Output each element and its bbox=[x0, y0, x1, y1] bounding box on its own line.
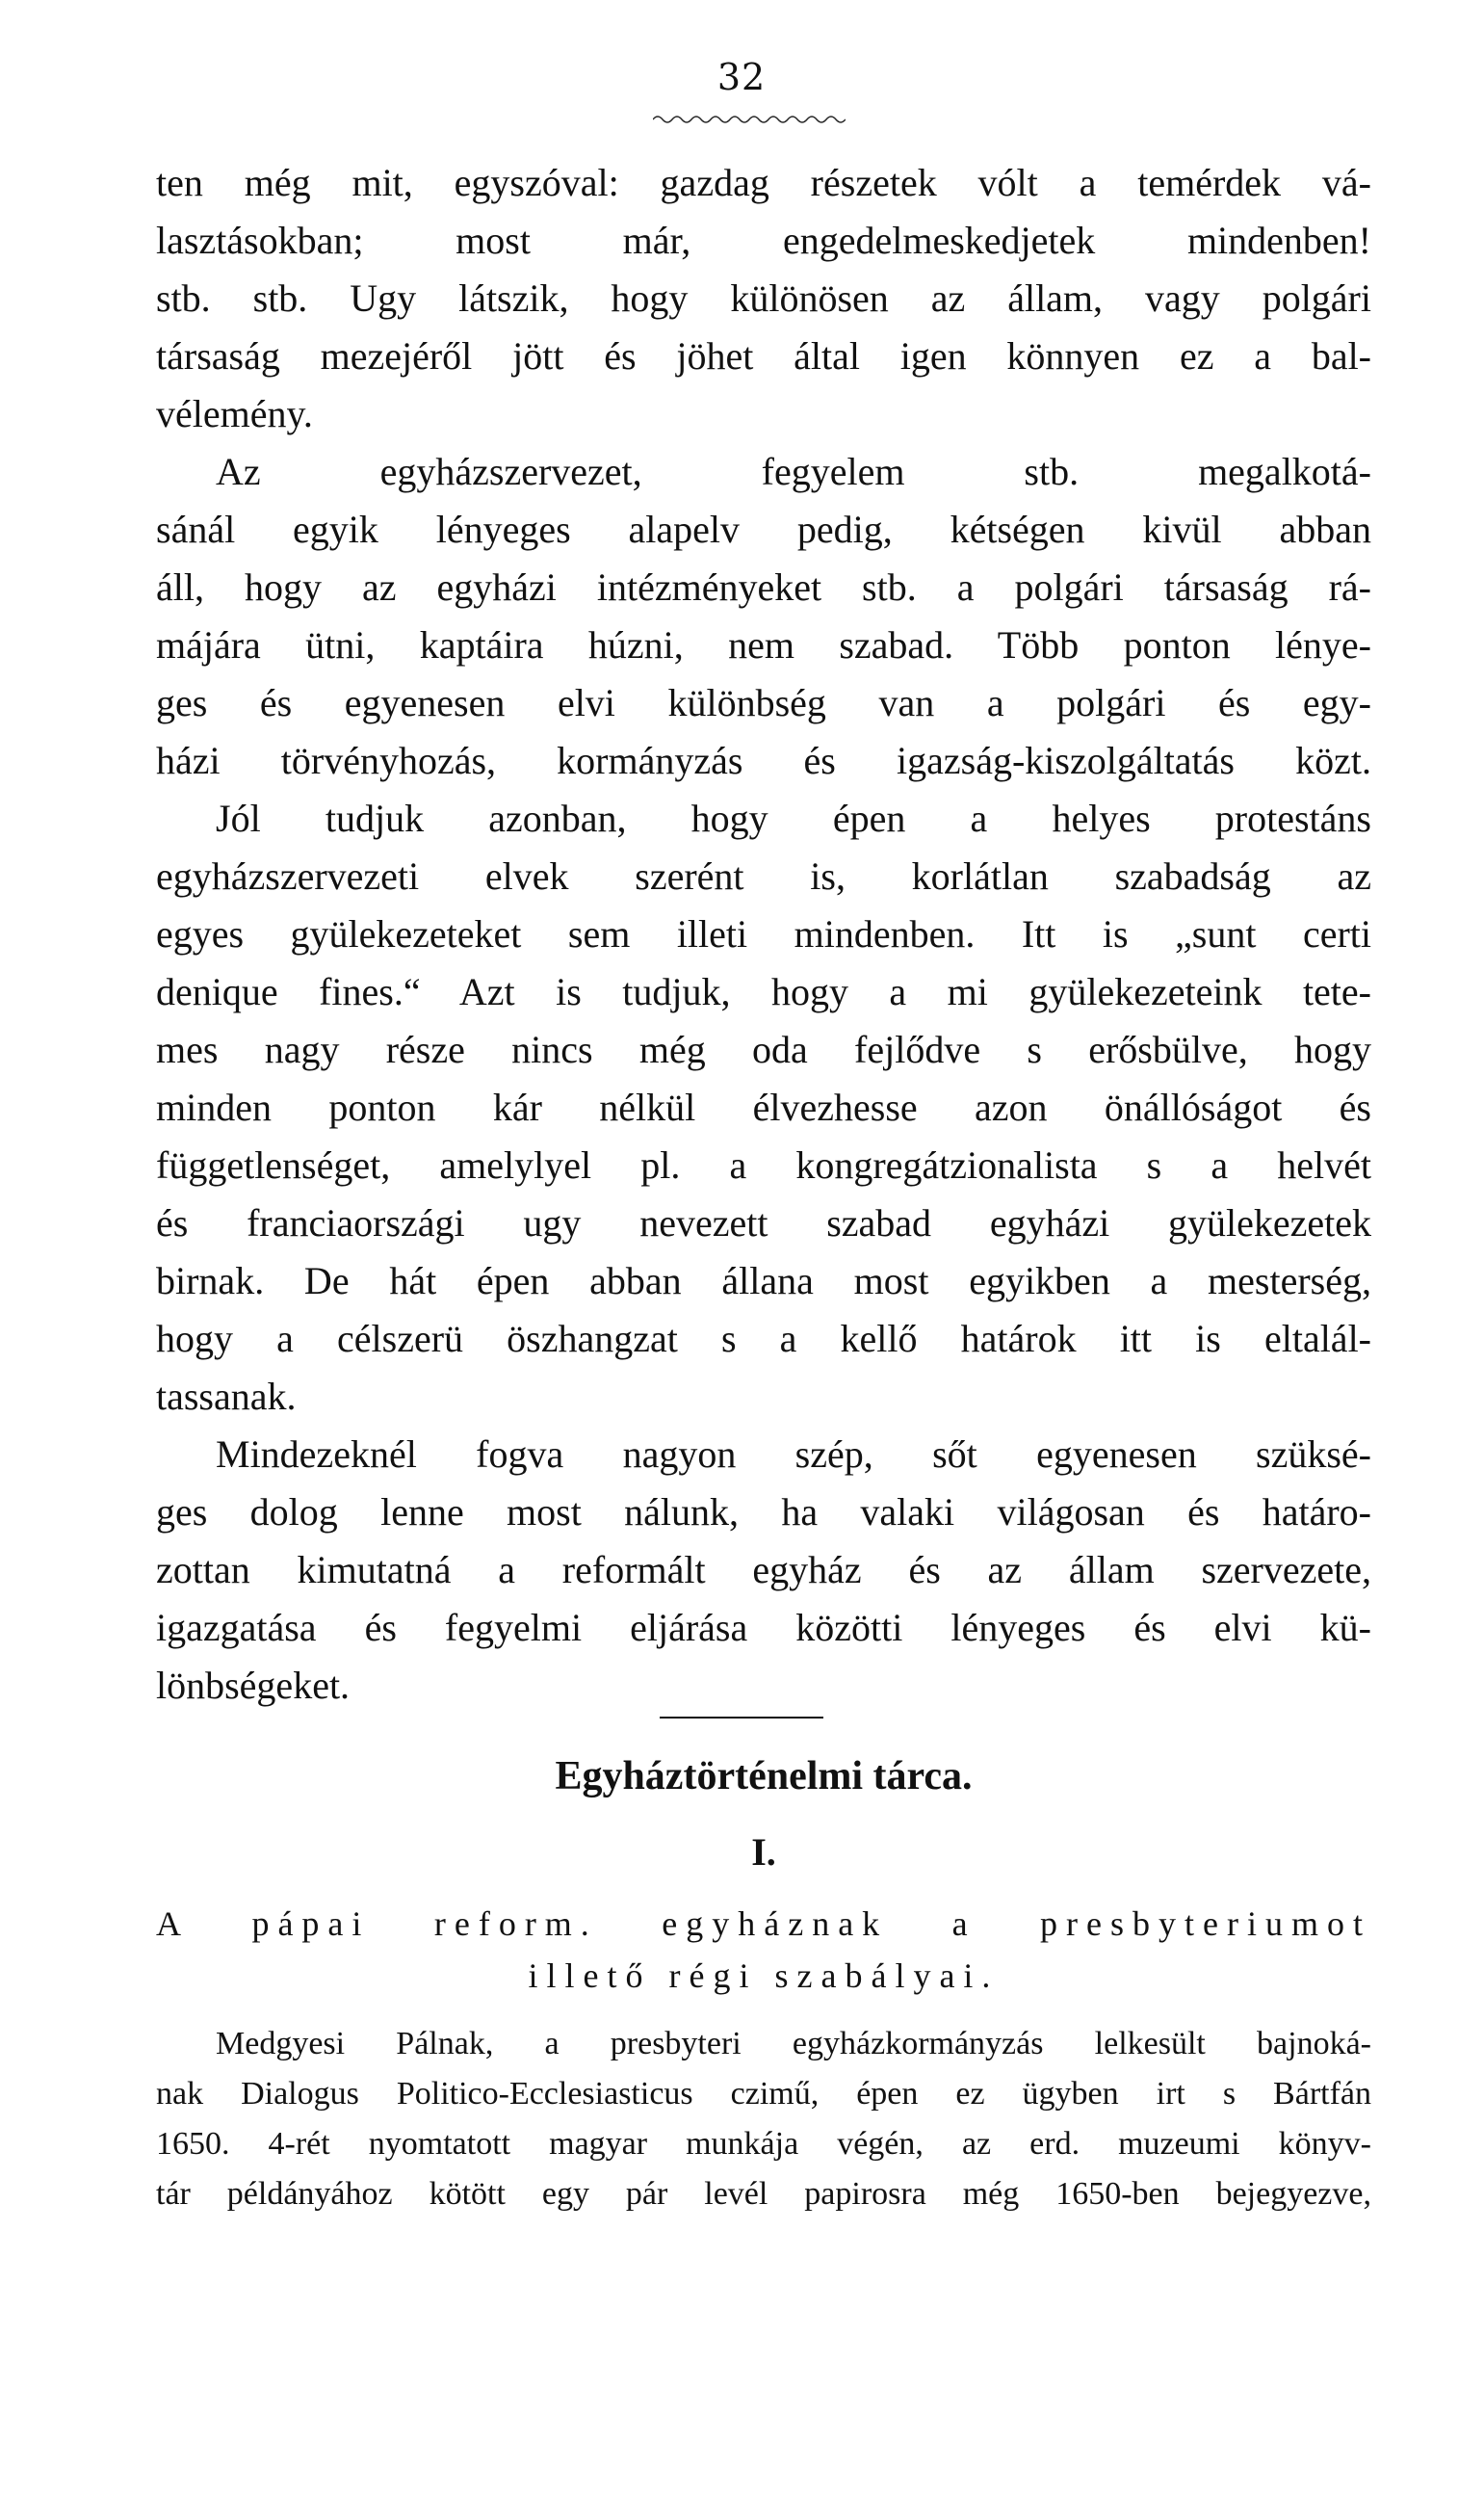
text-line: lasztásokban; most már, engedelmeskedjetek mindenben! bbox=[156, 219, 1371, 262]
text-line: házi törvényhozás, kormányzás és igazság-kiszolgáltatás közt. bbox=[156, 739, 1371, 782]
page-number-wave-ornament bbox=[653, 114, 846, 125]
small-text-line: tár példányához kötött egy pár levél papirosra még 1650-ben bejegyezve, bbox=[156, 2176, 1371, 2212]
text-line: ten még mit, egyszóval: gazdag részetek vólt a temérdek vá- bbox=[156, 161, 1371, 204]
text-line: ges dolog lenne most nálunk, ha valaki világosan és határo- bbox=[156, 1490, 1371, 1534]
text-line: májára ütni, kaptáira húzni, nem szabad. Több ponton lénye- bbox=[156, 623, 1371, 667]
text-line: Jól tudjuk azonban, hogy épen a helyes protestáns bbox=[216, 797, 1371, 840]
text-line: ges és egyenesen elvi különbség van a polgári és egy- bbox=[156, 681, 1371, 724]
text-line: áll, hogy az egyházi intézményeket stb. a polgári társaság rá- bbox=[156, 565, 1371, 609]
text-line: Mindezeknél fogva nagyon szép, sőt egyenesen szüksé- bbox=[216, 1432, 1371, 1476]
text-line: vélemény. bbox=[156, 392, 313, 435]
subtitle-line: A pápai reform. egyháznak a presbyteriumot bbox=[156, 1904, 1371, 1943]
text-line: társaság mezejéről jött és jöhet által igen könnyen ez a bal- bbox=[156, 334, 1371, 378]
text-line: zottan kimutatná a reformált egyház és az állam szervezete, bbox=[156, 1548, 1371, 1591]
body-text bbox=[156, 154, 1371, 1715]
text-line: és franciaországi ugy nevezett szabad egyházi gyülekezetek bbox=[156, 1201, 1371, 1245]
text-line: Az egyházszervezet, fegyelem stb. megalkotá- bbox=[216, 450, 1371, 493]
text-line: egyes gyülekezeteket sem illeti mindenben. Itt is „sunt certi bbox=[156, 912, 1371, 956]
text-line: egyházszervezeti elvek szerént is, korlátlan szabadság az bbox=[156, 854, 1371, 898]
text-line: stb. stb. Ugy látszik, hogy különösen az állam, vagy polgári bbox=[156, 276, 1371, 320]
text-line: tassanak. bbox=[156, 1375, 297, 1418]
subtitle-line: illető régi szabályai. bbox=[528, 1956, 1000, 1995]
text-line: hogy a célszerü öszhangzat s a kellő határok itt is eltalál- bbox=[156, 1317, 1371, 1360]
text-line: függetlenséget, amelylyel pl. a kongregátzionalista s a helvét bbox=[156, 1143, 1371, 1187]
text-line: birnak. De hát épen abban állana most egyikben a mesterség, bbox=[156, 1259, 1371, 1302]
text-line: lönbségeket. bbox=[156, 1664, 351, 1707]
small-text-line: nak Dialogus Politico-Ecclesiasticus czimű, épen ez ügyben irt s Bártfán bbox=[156, 2076, 1371, 2112]
text-line: sánál egyik lényeges alapelv pedig, kétségen kivül abban bbox=[156, 508, 1371, 551]
section-subtitle bbox=[156, 1898, 1371, 2002]
text-line: igazgatása és fegyelmi eljárása közötti lényeges és elvi kü- bbox=[156, 1606, 1371, 1649]
text-line: minden ponton kár nélkül élvezhesse azon önállóságot és bbox=[156, 1086, 1371, 1129]
text-line: mes nagy része nincs még oda fejlődve s erősbülve, hogy bbox=[156, 1028, 1371, 1071]
section-number: I. bbox=[751, 1830, 776, 1874]
text-line: denique fines.“ Azt is tudjuk, hogy a mi gyülekezeteink tete- bbox=[156, 970, 1371, 1013]
small-text-line: 1650. 4-rét nyomtatott magyar munkája végén, az erd. muzeumi könyv- bbox=[156, 2126, 1371, 2162]
small-text-line: Medgyesi Pálnak, a presbyteri egyházkormányzás lelkesült bajnoká- bbox=[216, 2026, 1371, 2061]
section-title: Egyháztörténelmi tárca. bbox=[555, 1754, 973, 1798]
page-number: 32 bbox=[716, 56, 767, 98]
small-print-text bbox=[156, 2019, 1371, 2219]
section-divider bbox=[660, 1717, 823, 1719]
